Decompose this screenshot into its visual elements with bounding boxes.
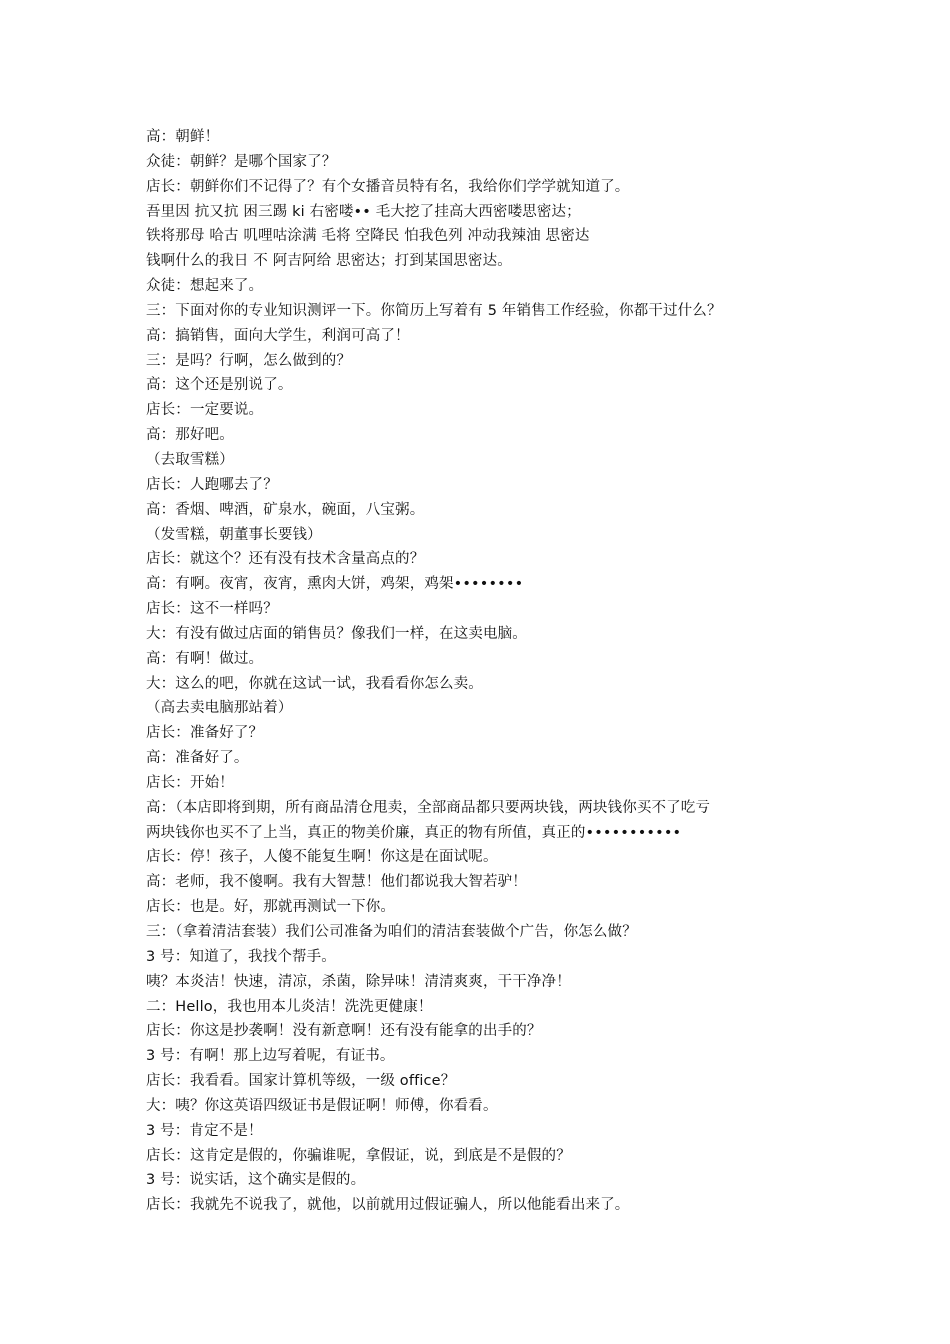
dialogue-line: 3 号：肯定不是！ (146, 1122, 263, 1139)
dialogue-line: 三：下面对你的专业知识测评一下。你简历上写着有 5 年销售工作经验，你都干过什么？ (146, 302, 722, 319)
stage-direction: （发雪糕，朝董事长要钱） (146, 526, 322, 543)
dialogue-line: 店长：人跑哪去了？ (146, 476, 278, 493)
dialogue-line: 高：那好吧。 (146, 427, 234, 444)
dialogue-line: 店长：朝鲜你们不记得了？有个女播音员特有名，我给你们学学就知道了。 (146, 178, 630, 195)
dialogue-line: 店长：准备好了？ (146, 725, 264, 742)
dialogue-line: 店长：这不一样吗？ (146, 601, 278, 618)
dialogue-line: 咦？本炎洁！快速，清凉，杀菌，除异味！清清爽爽，干干净净！ (146, 973, 571, 990)
dialogue-line: 高：准备好了。 (146, 750, 249, 767)
dialogue-line: 店长：一定要说。 (146, 402, 264, 419)
dialogue-line: 吾里因 抗又抗 困三踢 ki 右密喽•• 毛大挖了挂高大西密喽思密达； (146, 203, 581, 220)
dialogue-line: 众徒：朝鲜？是哪个国家了？ (146, 153, 337, 170)
dialogue-line: 众徒：想起来了。 (146, 278, 264, 295)
dialogue-line: 高：香烟、啤酒，矿泉水，碗面，八宝粥。 (146, 501, 425, 518)
dialogue-line: 大：咦？你这英语四级证书是假证啊！师傅，你看看。 (146, 1097, 498, 1114)
dialogue-line: 店长：你这是抄袭啊！没有新意啊！还有没有能拿的出手的？ (146, 1023, 542, 1040)
dialogue-line: 高：有啊！做过。 (146, 650, 264, 667)
dialogue-line: 高：有啊。夜宵，夜宵，熏肉大饼，鸡架，鸡架•••••••• (146, 576, 524, 593)
dialogue-line: 钱啊什么的我日 不 阿吉阿给 思密达；打到某国思密达。 (146, 253, 512, 270)
dialogue-line: 大：这么的吧，你就在这试一试，我看看你怎么卖。 (146, 675, 483, 692)
dialogue-line: 二：Hello，我也用本儿炎洁！洗洗更健康！ (146, 998, 433, 1015)
dialogue-line: 店长：我就先不说我了，就他，以前就用过假证骗人，所以他能看出来了。 (146, 1197, 630, 1214)
dialogue-line: 高：搞销售，面向大学生，利润可高了！ (146, 327, 410, 344)
dialogue-line: 高：朝鲜！ (146, 129, 220, 145)
dialogue-line: 店长：也是。好，那就再测试一下你。 (146, 899, 396, 916)
dialogue-line: 3 号：知道了，我找个帮手。 (146, 948, 336, 965)
dialogue-line: 两块钱你也买不了上当，真正的物美价廉，真正的物有所值，真正的••••••••••• (146, 824, 682, 841)
dialogue-line: 三：是吗？行啊，怎么做到的？ (146, 352, 352, 369)
dialogue-line: 店长：这肯定是假的，你骗谁呢，拿假证，说，到底是不是假的？ (146, 1147, 571, 1164)
dialogue-line: 店长：开始！ (146, 774, 234, 791)
dialogue-line: 高：这个还是别说了。 (146, 377, 293, 394)
stage-direction: （去取雪糕） (146, 451, 234, 468)
dialogue-line: 大：有没有做过店面的销售员？像我们一样，在这卖电脑。 (146, 625, 527, 642)
dialogue-line: 店长：我看看。国家计算机等级，一级 office？ (146, 1073, 456, 1090)
dialogue-line: 铁将那母 哈古 叽哩咕涂满 毛将 空降民 怕我色列 冲动我辣油 思密达 (146, 228, 590, 245)
dialogue-line: 3 号：说实话，这个确实是假的。 (146, 1172, 366, 1189)
dialogue-line: 高：老师，我不傻啊。我有大智慧！他们都说我大智若驴！ (146, 874, 527, 891)
dialogue-line: 3 号：有啊！那上边写着呢，有证书。 (146, 1048, 395, 1065)
dialogue-line: 店长：停！孩子，人傻不能复生啊！你这是在面试呢。 (146, 849, 498, 866)
dialogue-line: 三：（拿着清洁套装）我们公司准备为咱们的清洁套装做个广告，你怎么做？ (146, 924, 637, 940)
script-dialogue (146, 125, 866, 1218)
stage-direction: （高去卖电脑那站着） (146, 700, 293, 717)
dialogue-line: 高：（本店即将到期，所有商品清仓甩卖，全部商品都只要两块钱，两块钱你买不了吃亏 (146, 799, 711, 816)
dialogue-line: 店长：就这个？还有没有技术含量高点的？ (146, 551, 425, 568)
